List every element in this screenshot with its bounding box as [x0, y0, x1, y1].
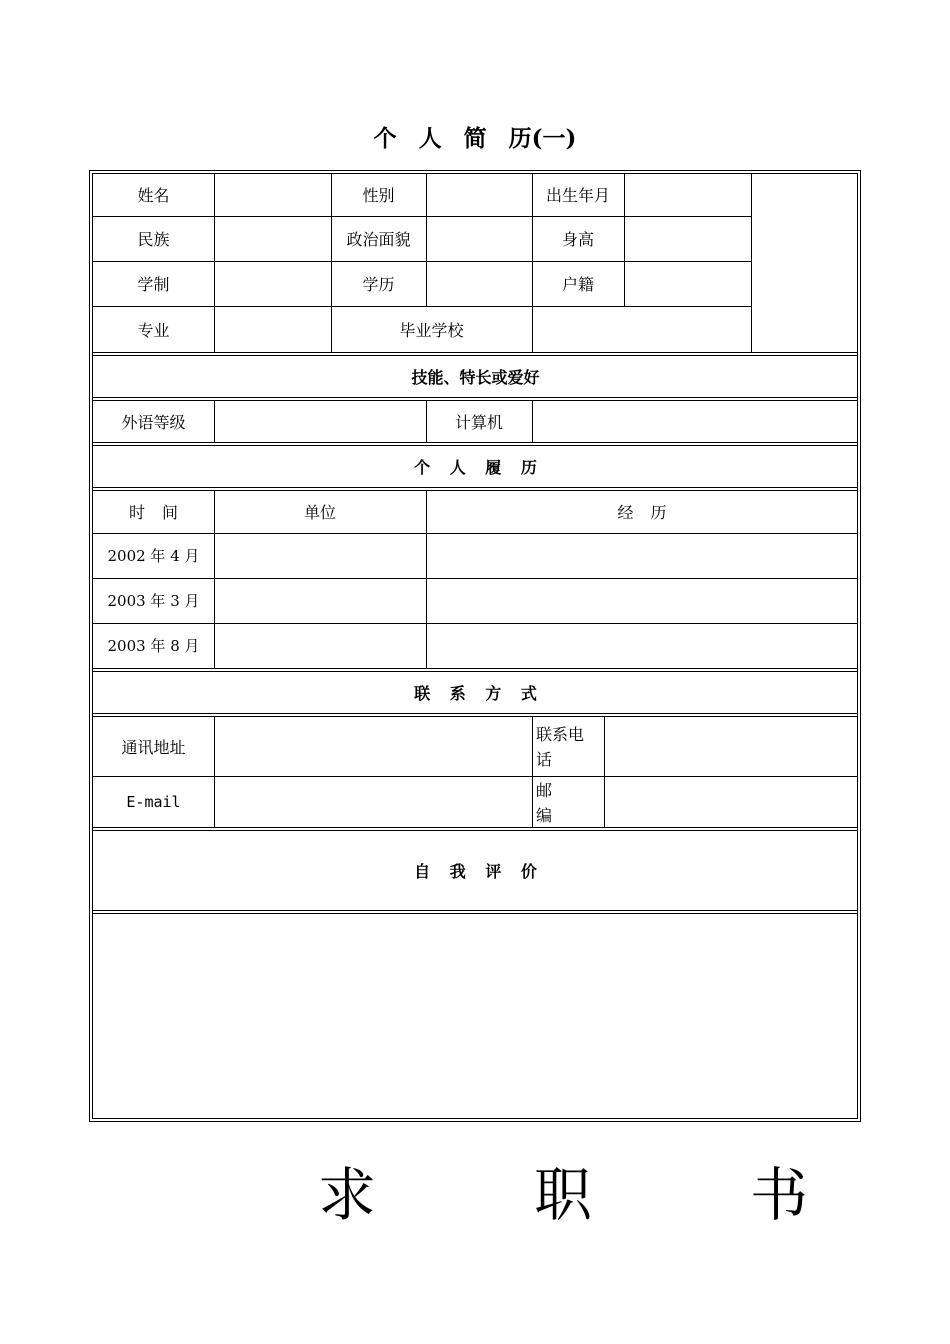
postcode-label: 邮编 [536, 781, 553, 825]
page-title: 个 人 简 历(一) [373, 125, 577, 152]
section-divider [93, 713, 858, 714]
section-divider [93, 352, 858, 353]
birth-label: 出生年月 [545, 186, 610, 205]
section-divider [93, 397, 858, 398]
section-divider [93, 442, 858, 443]
col-divider [214, 400, 215, 443]
language-label: 外语等级 [121, 412, 186, 432]
col-unit-header: 单位 [303, 503, 336, 522]
col-experience-header: 经 历 [617, 503, 667, 522]
schooling-label: 学制 [137, 275, 170, 294]
footer-char: 求 [318, 1161, 377, 1229]
col-divider [604, 716, 605, 828]
section-divider [93, 910, 858, 911]
history-row-time: 2002 年 4 月 [107, 547, 200, 565]
history-heading: 个 人 履 历 [414, 457, 537, 477]
phone-label: 联系电话 [536, 725, 585, 769]
col-divider [426, 173, 427, 307]
height-label: 身高 [561, 230, 594, 249]
section-divider [93, 913, 858, 914]
col-divider [532, 716, 533, 828]
hukou-label: 户籍 [561, 275, 594, 294]
education-label: 学历 [362, 275, 395, 294]
col-divider [624, 173, 625, 307]
col-time-header: 时 间 [128, 503, 179, 522]
computer-label: 计算机 [454, 412, 503, 432]
self-eval-heading: 自 我 评 价 [414, 861, 537, 881]
section-divider [93, 827, 858, 828]
col-divider [532, 400, 533, 443]
section-divider [93, 487, 858, 488]
school-label: 毕业学校 [399, 320, 464, 340]
col-divider [751, 173, 752, 353]
col-divider [214, 716, 215, 828]
politics-label: 政治面貌 [346, 230, 411, 249]
name-label: 姓名 [137, 186, 170, 205]
section-divider [93, 668, 858, 669]
footer-char: 职 [534, 1161, 593, 1229]
email-label: E-mail [126, 792, 181, 811]
history-row-time: 2003 年 3 月 [107, 592, 200, 610]
footer-char: 书 [750, 1161, 809, 1229]
contact-heading: 联 系 方 式 [414, 683, 537, 703]
history-row-time: 2003 年 8 月 [107, 637, 200, 655]
gender-label: 性别 [362, 186, 395, 205]
major-label: 专业 [137, 320, 170, 340]
col-divider [214, 173, 215, 353]
skills-heading: 技能、特长或爱好 [411, 367, 540, 387]
address-label: 通讯地址 [121, 737, 186, 757]
ethnicity-label: 民族 [137, 230, 170, 249]
